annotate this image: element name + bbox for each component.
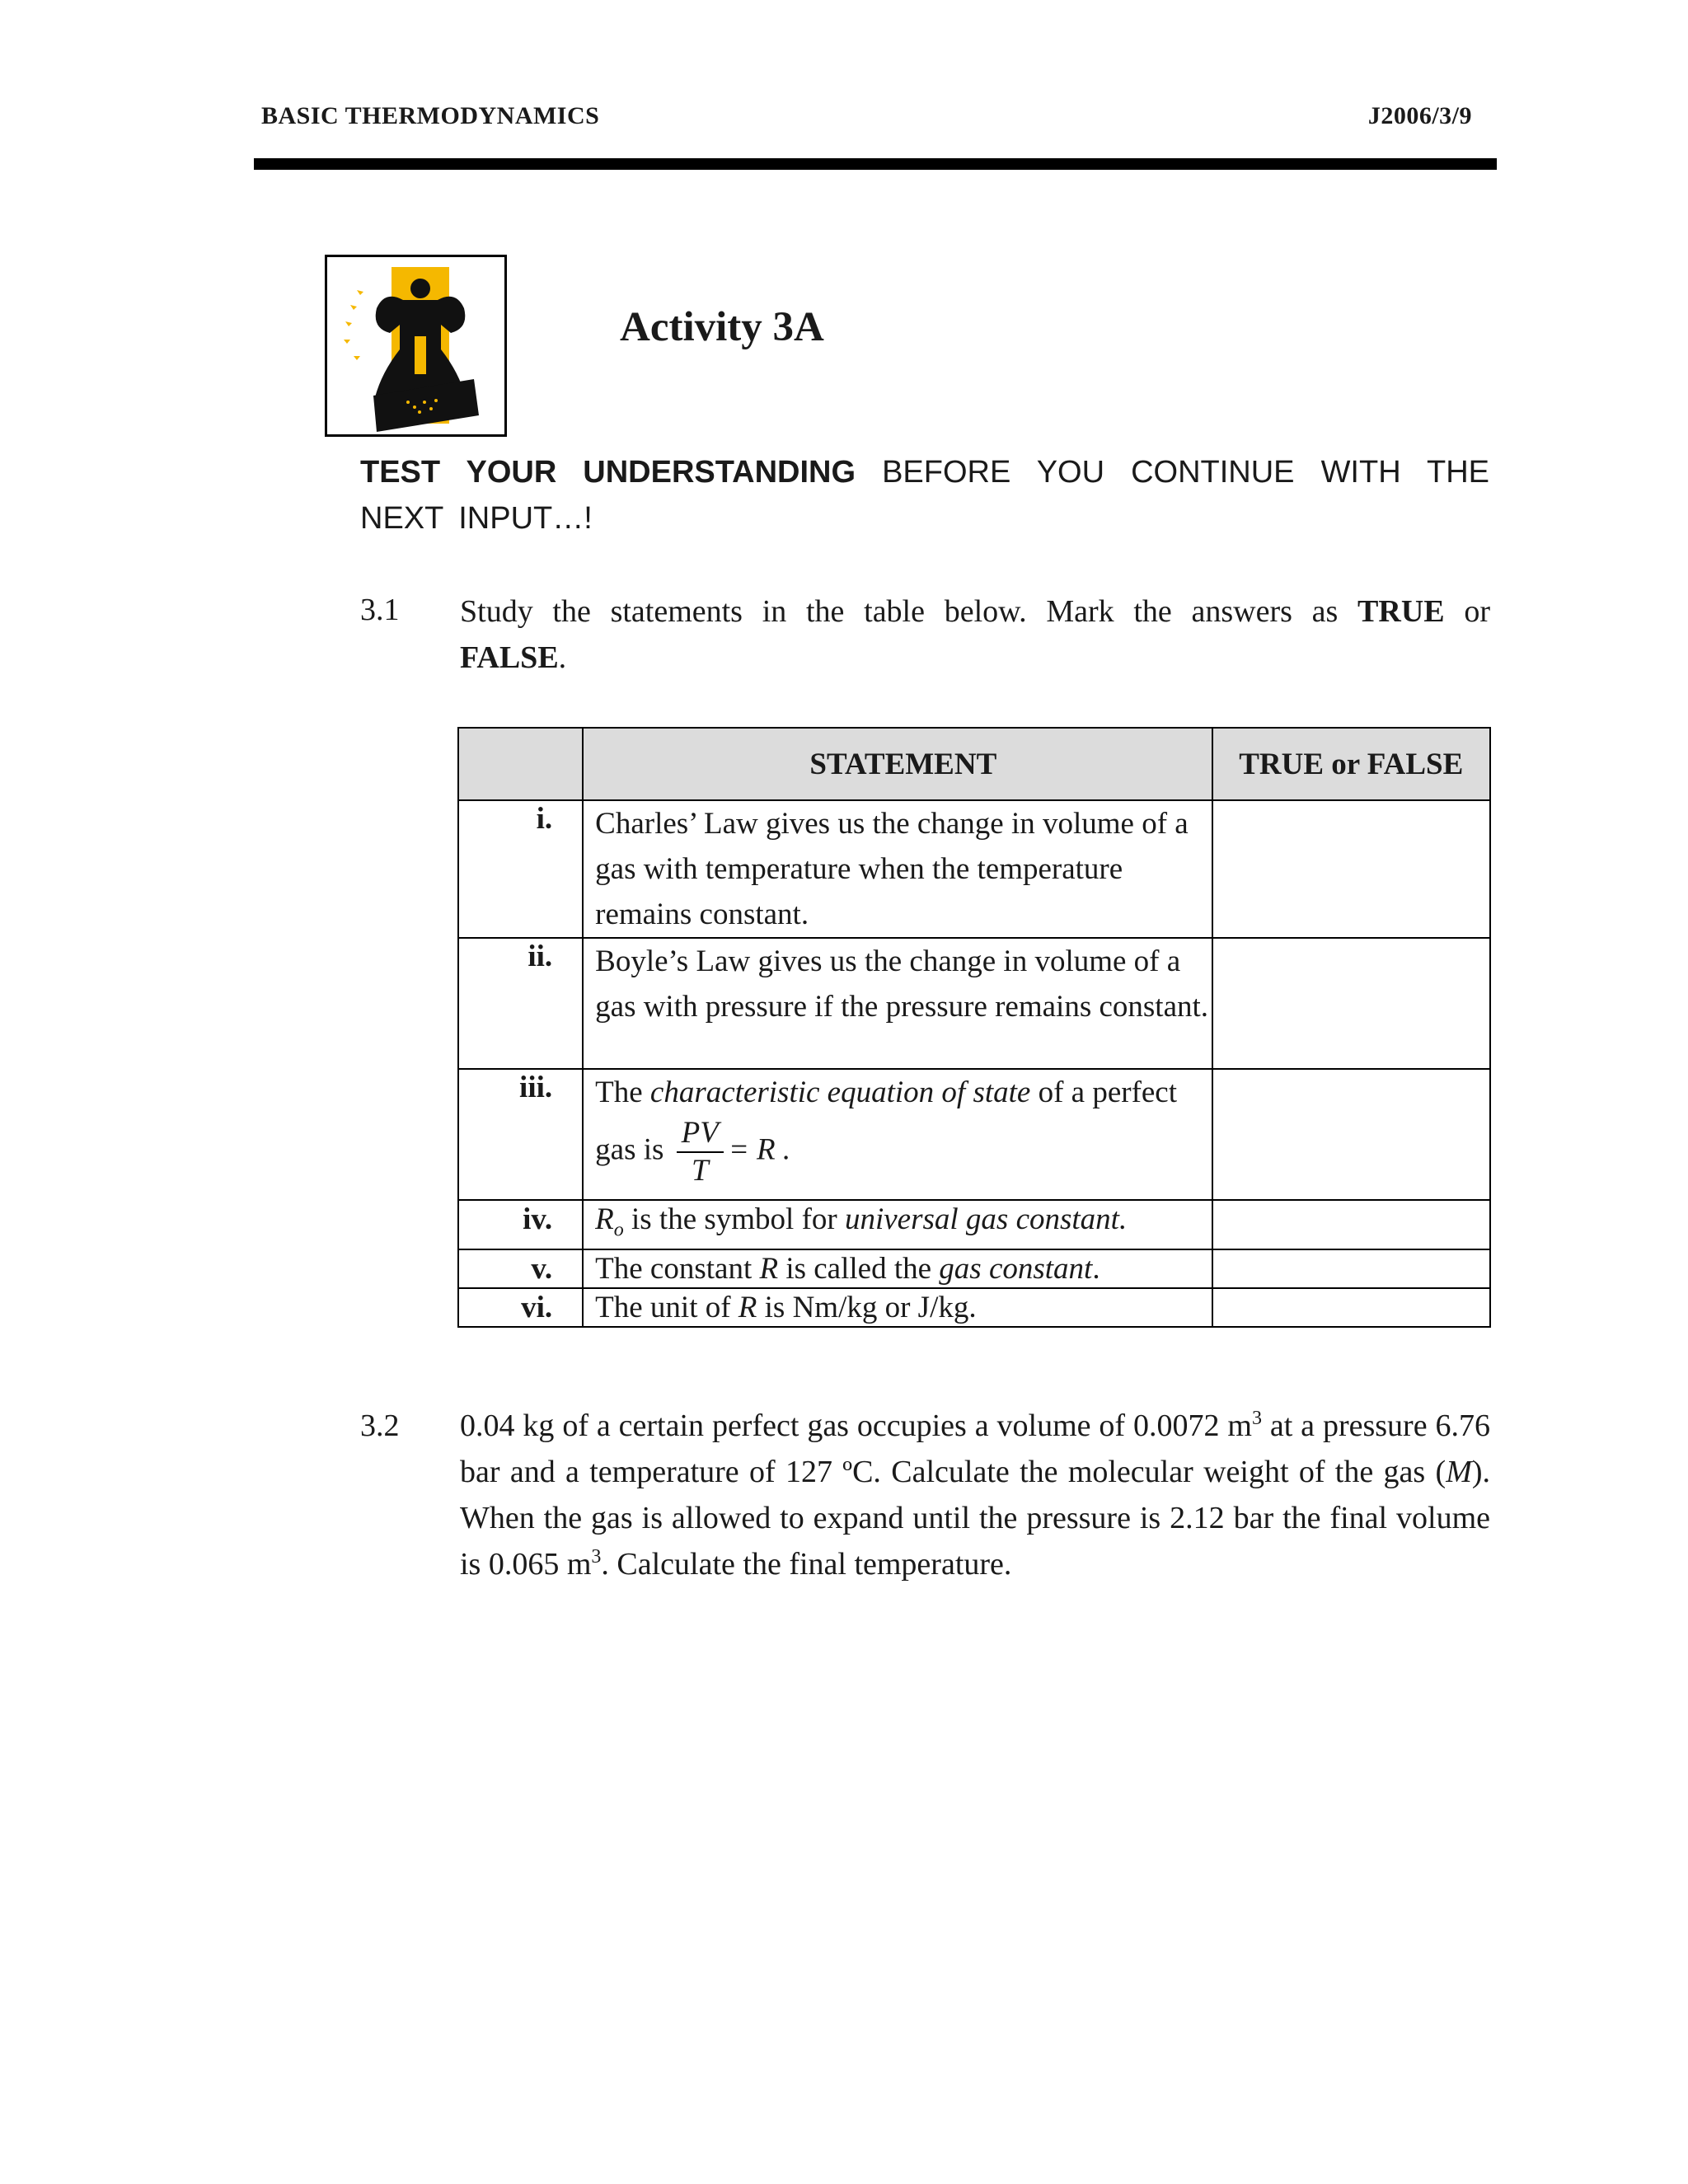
r-symbol: R (759, 1252, 779, 1286)
q32-text-3: ). When the gas is allowed to expand until the pressure is 2.12 bar the final volume is 0.065 m (460, 1455, 1490, 1582)
row-number: i. (458, 800, 583, 938)
r-subscript: o (613, 1219, 624, 1241)
q31-or: or (1444, 594, 1491, 629)
pv-over-t-fraction (677, 1115, 724, 1189)
answer-cell[interactable] (1212, 800, 1490, 938)
intro-rest: BEFORE YOU CONTINUE WITH THE NEXT INPUT…! (360, 455, 1489, 536)
q31-true: TRUE (1357, 594, 1445, 629)
header-statement: STATEMENT (583, 728, 1212, 800)
r-symbol: R (595, 1202, 614, 1236)
header-true-false: TRUE or FALSE (1212, 728, 1490, 800)
question-3-2-number: 3.2 (360, 1408, 400, 1443)
table-row (458, 800, 1490, 938)
q32-text-2: at a pressure 6.76 bar and a temperature of 127 ºC. Calculate the molecular weight of the gas ( (460, 1408, 1490, 1489)
table-row (458, 1200, 1490, 1249)
activity-icon (325, 255, 507, 437)
answer-cell[interactable] (1212, 938, 1490, 1069)
q31-false: FALSE (460, 640, 559, 675)
row-statement (583, 1200, 1212, 1249)
question-3-2-text (460, 1403, 1490, 1587)
row-number: iii. (458, 1069, 583, 1200)
stmt-post: . (1092, 1252, 1100, 1286)
stmt-italic: characteristic equation of state (649, 1076, 1031, 1109)
stmt-post: is Nm/kg or J/kg. (757, 1291, 977, 1325)
question-3-1-number: 3.1 (360, 593, 400, 627)
fraction-denominator: T (691, 1154, 709, 1188)
stmt-pre: The unit of (595, 1291, 738, 1325)
q32-text-4: . Calculate the final temperature. (601, 1547, 1012, 1582)
row-statement: Boyle’s Law gives us the change in volume of a gas with pressure if the pressure remains constant. (583, 938, 1212, 1069)
header-rule (254, 158, 1497, 170)
true-false-table (457, 727, 1491, 1328)
stmt-italic: universal gas constant. (844, 1202, 1128, 1236)
answer-cell[interactable] (1212, 1249, 1490, 1288)
activity-title: Activity 3A (620, 304, 824, 350)
header-num (458, 728, 583, 800)
stmt-post: = R . (728, 1132, 791, 1167)
intro-bold: TEST YOUR UNDERSTANDING (360, 455, 856, 490)
table-row (458, 1069, 1490, 1200)
row-number: v. (458, 1249, 583, 1288)
strongman-icon (327, 257, 504, 434)
q31-end: . (558, 640, 567, 675)
table-header-row (458, 728, 1490, 800)
answer-cell[interactable] (1212, 1069, 1490, 1200)
row-number: ii. (458, 938, 583, 1069)
stmt-mid: is the symbol for (623, 1202, 845, 1236)
q32-sup-2: 3 (591, 1546, 602, 1568)
row-number: vi. (458, 1288, 583, 1327)
row-statement (583, 1069, 1212, 1200)
table-row (458, 938, 1490, 1069)
table-row (458, 1288, 1490, 1327)
row-statement (583, 1249, 1212, 1288)
q31-text: Study the statements in the table below. Mark the answers as (460, 594, 1358, 629)
intro-instruction (360, 449, 1489, 541)
stmt-pre: The (595, 1076, 650, 1109)
row-statement: Charles’ Law gives us the change in volume of a gas with temperature when the temperature remains constant. (583, 800, 1212, 938)
table-row (458, 1249, 1490, 1288)
stmt-pre: The constant (595, 1252, 760, 1286)
stmt-italic: gas constant (939, 1252, 1093, 1286)
row-number: iv. (458, 1200, 583, 1249)
running-header-title: BASIC THERMODYNAMICS (261, 102, 600, 129)
stmt-mid: is called the (778, 1252, 940, 1286)
answer-cell[interactable] (1212, 1200, 1490, 1249)
r-symbol: R (738, 1291, 757, 1325)
stmt-mid: of a perfect gas is (595, 1076, 1178, 1167)
answer-cell[interactable] (1212, 1288, 1490, 1327)
fraction-numerator: PV (677, 1115, 724, 1153)
q32-sup-1: 3 (1251, 1408, 1262, 1429)
row-statement (583, 1288, 1212, 1327)
question-3-1-text (460, 588, 1490, 681)
q32-text-1: 0.04 kg of a certain perfect gas occupies a volume of 0.0072 m (460, 1408, 1252, 1443)
q32-m-symbol: M (1446, 1455, 1472, 1489)
running-header-code: J2006/3/9 (1367, 102, 1472, 129)
